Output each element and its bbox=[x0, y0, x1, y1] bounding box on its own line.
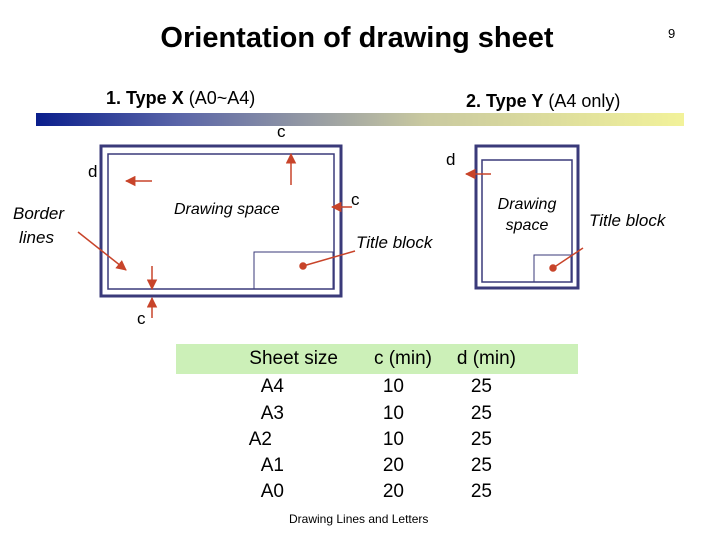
drawing-space-x-label: Drawing space bbox=[174, 201, 280, 218]
table-header-sheet-size: Sheet size bbox=[249, 348, 338, 369]
table-cell-d-a1: 25 bbox=[470, 455, 492, 476]
table-cell-d-a3: 25 bbox=[470, 403, 492, 424]
border-label-line-1: Border bbox=[13, 204, 65, 223]
table-cell-size-a3: A3 bbox=[260, 403, 284, 424]
table-cell-c-a4: 10 bbox=[382, 376, 404, 397]
table-cell-c-a0: 20 bbox=[382, 481, 404, 502]
table-cell-size-a1: A1 bbox=[260, 455, 284, 476]
c-mid-label: c bbox=[351, 190, 360, 209]
table-cell-c-a3: 10 bbox=[382, 403, 404, 424]
title-block-x-label: Title block bbox=[356, 233, 433, 252]
page-number: 9 bbox=[668, 26, 676, 41]
title-block-y-label: Title block bbox=[589, 211, 666, 230]
slide-title: Orientation of drawing sheet bbox=[160, 22, 554, 54]
table-cell-d-a2: 25 bbox=[470, 429, 492, 450]
table-cell-c-a2: 10 bbox=[382, 429, 404, 450]
drawing-space-y-line-1: Drawing bbox=[497, 196, 557, 213]
table-header-c-min: c (min) bbox=[373, 348, 432, 369]
table-cell-d-a4: 25 bbox=[470, 376, 492, 397]
type-x-label: 1. Type X bbox=[106, 88, 184, 108]
table-cell-size-a2: A2 bbox=[248, 429, 272, 450]
title-block-x-pointer bbox=[303, 251, 355, 266]
table-cell-d-a0: 25 bbox=[470, 481, 492, 502]
title-block-y-dot bbox=[550, 265, 556, 271]
table-cell-size-a0: A0 bbox=[260, 481, 284, 502]
table-cell-c-a1: 20 bbox=[382, 455, 404, 476]
type-y-range: (A4 only) bbox=[543, 91, 621, 111]
c-top-label: c bbox=[277, 122, 286, 141]
d-right-label: d bbox=[446, 150, 456, 169]
drawing-space-y-line-2: space bbox=[505, 217, 549, 234]
table-header-d-min: d (min) bbox=[456, 348, 516, 369]
title-block-x-dot bbox=[300, 263, 306, 269]
border-label-line-2: lines bbox=[19, 228, 54, 247]
type-x-border-line bbox=[108, 154, 334, 289]
footer-text: Drawing Lines and Letters bbox=[289, 512, 429, 526]
type-x-outer-frame bbox=[101, 146, 341, 296]
c-bottom-label: c bbox=[137, 309, 146, 328]
type-x-title-block bbox=[254, 252, 333, 289]
d-left-label: d bbox=[88, 162, 98, 181]
type-x-range: (A0~A4) bbox=[183, 88, 256, 108]
type-y-label: 2. Type Y bbox=[466, 91, 544, 111]
table-cell-size-a4: A4 bbox=[260, 376, 284, 397]
